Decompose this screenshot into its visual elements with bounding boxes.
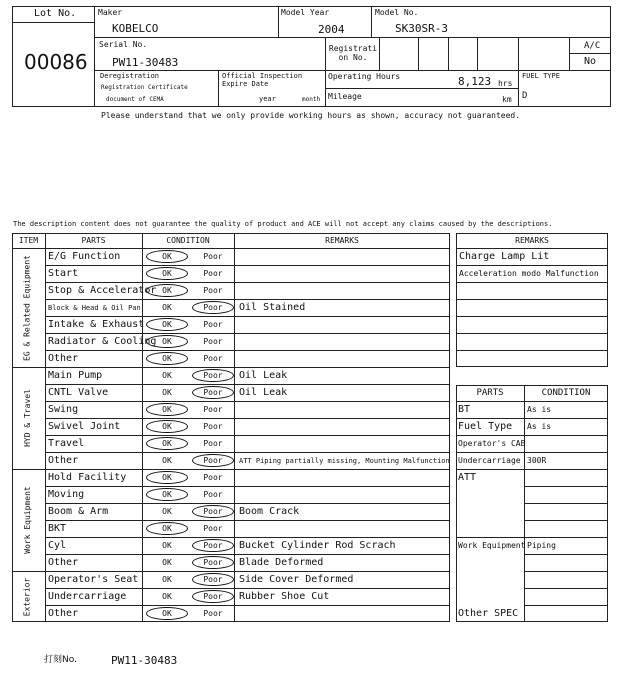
model-no-value: SK30SR-3 <box>395 22 448 35</box>
remarks-header: REMARKS <box>325 236 359 245</box>
poor-option[interactable]: Poor <box>203 507 223 516</box>
part-name: Moving <box>48 489 85 500</box>
poor-option[interactable]: Poor <box>203 575 223 584</box>
maker-value: KOBELCO <box>112 22 159 35</box>
group-label: EG & Related Equipment <box>22 254 32 361</box>
poor-selected-circle <box>192 539 234 552</box>
maker-label: Maker <box>98 8 123 17</box>
part-name: Stop & Accelerator <box>48 285 157 296</box>
remark-text: ATT Piping partially missing, Mounting Malfunction <box>239 457 450 465</box>
part-name: Undercarriage <box>48 591 127 602</box>
side-part-condition: As is <box>527 422 552 431</box>
model-no-label: Model No. <box>375 8 419 17</box>
engraving-label: 打刻No. <box>44 655 77 665</box>
ok-option[interactable]: OK <box>162 507 172 516</box>
description-note: The description content does not guarantee the quality of product and ACE will not accept any claims caused by the descriptions. <box>13 220 553 228</box>
poor-selected-circle <box>192 454 234 467</box>
ok-option[interactable]: OK <box>162 320 172 329</box>
remark-text: Boom Crack <box>239 506 300 517</box>
side-remark-text: Acceleration modo Malfunction <box>459 269 599 278</box>
part-name: Boom & Arm <box>48 506 109 517</box>
ok-selected-circle <box>146 420 188 433</box>
poor-selected-circle <box>192 556 234 569</box>
ok-option[interactable]: OK <box>162 473 172 482</box>
ok-option[interactable]: OK <box>162 541 172 550</box>
poor-option[interactable]: Poor <box>203 252 223 261</box>
year-label: year <box>259 95 276 103</box>
part-name: Cyl <box>48 540 67 551</box>
poor-option[interactable]: Poor <box>203 388 223 397</box>
ok-selected-circle <box>146 471 188 484</box>
group-label: Work Equipment <box>22 486 32 554</box>
part-name: CNTL Valve <box>48 387 109 398</box>
part-name: Hold Facility <box>48 472 127 483</box>
ok-option[interactable]: OK <box>162 269 172 278</box>
ok-selected-circle <box>146 352 188 365</box>
poor-option[interactable]: Poor <box>203 524 223 533</box>
part-name: Other <box>48 353 79 364</box>
item-header: ITEM <box>18 236 39 245</box>
ok-selected-circle <box>146 267 188 280</box>
part-name: Start <box>48 268 79 279</box>
dereg-cert: Registration Certificate <box>101 84 188 91</box>
ok-selected-circle <box>146 284 188 297</box>
serial-value: PW11-30483 <box>112 56 179 69</box>
mileage-label: Mileage <box>328 92 362 101</box>
side-part-condition: Piping <box>527 541 556 550</box>
part-name: Swivel Joint <box>48 421 121 432</box>
model-year-value: 2004 <box>318 23 345 36</box>
ok-option[interactable]: OK <box>162 456 172 465</box>
side-part-condition: 300R <box>527 456 547 465</box>
poor-option[interactable]: Poor <box>203 439 223 448</box>
ok-option[interactable]: OK <box>162 405 172 414</box>
part-name: Other <box>48 557 79 568</box>
side-part-name: Work Equipment <box>458 541 526 550</box>
ok-option[interactable]: OK <box>162 388 172 397</box>
fuel-label: FUEL TYPE <box>522 72 560 80</box>
ok-option[interactable]: OK <box>162 337 172 346</box>
poor-option[interactable]: Poor <box>203 558 223 567</box>
poor-option[interactable]: Poor <box>203 422 223 431</box>
part-name: Other <box>48 455 79 466</box>
poor-option[interactable]: Poor <box>203 592 223 601</box>
registration-label: Registrati on No. <box>328 44 378 63</box>
ok-option[interactable]: OK <box>162 371 172 380</box>
ok-option[interactable]: OK <box>162 354 172 363</box>
side-part-name: Fuel Type <box>458 421 513 432</box>
side-part-name: Other SPEC <box>458 608 519 619</box>
poor-option[interactable]: Poor <box>203 405 223 414</box>
poor-option[interactable]: Poor <box>203 320 223 329</box>
ok-option[interactable]: OK <box>162 252 172 261</box>
ok-option[interactable]: OK <box>162 609 172 618</box>
part-name: Operator's Seat <box>48 574 139 585</box>
poor-selected-circle <box>192 301 234 314</box>
side-part-name: ATT <box>458 472 477 483</box>
part-name: E/G Function <box>48 251 121 262</box>
ok-selected-circle <box>146 403 188 416</box>
part-name: Other <box>48 608 79 619</box>
poor-option[interactable]: Poor <box>203 541 223 550</box>
ac-value: No <box>584 56 597 67</box>
remark-text: Bucket Cylinder Rod Scrach <box>239 540 396 551</box>
ok-option[interactable]: OK <box>162 490 172 499</box>
poor-option[interactable]: Poor <box>203 490 223 499</box>
poor-selected-circle <box>192 573 234 586</box>
ok-option[interactable]: OK <box>162 558 172 567</box>
remark-text: Oil Stained <box>239 302 306 313</box>
poor-selected-circle <box>192 590 234 603</box>
ok-option[interactable]: OK <box>162 439 172 448</box>
poor-selected-circle <box>192 505 234 518</box>
group-label: Exterior <box>22 577 32 616</box>
poor-option[interactable]: Poor <box>203 269 223 278</box>
dereg-doc: document of CEMA <box>106 96 164 103</box>
poor-option[interactable]: Poor <box>203 337 223 346</box>
ok-selected-circle <box>146 522 188 535</box>
side-parts-header: PARTS <box>476 388 504 398</box>
remark-text: Blade Deformed <box>239 557 324 568</box>
part-name: Intake & Exhaust <box>48 319 145 330</box>
ok-selected-circle <box>146 335 188 348</box>
remark-text: Rubber Shoe Cut <box>239 591 330 602</box>
remark-text: Oil Leak <box>239 387 288 398</box>
parts-header: PARTS <box>81 236 106 245</box>
side-part-name: Operator's CAB <box>458 439 526 448</box>
poor-option[interactable]: Poor <box>203 473 223 482</box>
hours-label: Operating Hours <box>328 72 401 81</box>
remark-text: Oil Leak <box>239 370 288 381</box>
model-year-label: Model Year <box>281 8 330 17</box>
side-remark-text: Charge Lamp Lit <box>459 251 550 262</box>
part-name: Radiator & Cooling <box>48 336 157 347</box>
side-part-condition: As is <box>527 405 552 414</box>
lot-number: 00086 <box>24 50 88 74</box>
serial-label: Serial No. <box>99 40 148 49</box>
ok-option[interactable]: OK <box>162 286 172 295</box>
side-part-name: Undercarriage <box>458 456 521 465</box>
hours-value: 8,123 <box>458 75 492 88</box>
poor-option[interactable]: Poor <box>203 609 223 618</box>
side-part-name: BT <box>458 404 471 415</box>
ok-option[interactable]: OK <box>162 524 172 533</box>
part-name: Block & Head & Oil Pan <box>48 304 141 312</box>
group-label: HYD & Travel <box>22 389 32 447</box>
poor-option[interactable]: Poor <box>203 354 223 363</box>
ok-selected-circle <box>146 250 188 263</box>
hours-note: Please understand that we only provide working hours as shown, accuracy not guaranteed. <box>101 111 521 120</box>
side-remarks-header: REMARKS <box>515 236 549 245</box>
poor-selected-circle <box>192 369 234 382</box>
poor-option[interactable]: Poor <box>203 371 223 380</box>
ac-label: A/C <box>584 41 601 51</box>
month-label: month <box>302 96 321 103</box>
engraving-value: PW11-30483 <box>111 654 178 667</box>
poor-selected-circle <box>192 386 234 399</box>
poor-option[interactable]: Poor <box>203 286 223 295</box>
ok-selected-circle <box>146 318 188 331</box>
condition-header: CONDITION <box>166 236 210 245</box>
mileage-unit: km <box>502 95 512 104</box>
remark-text: Side Cover Deformed <box>239 574 354 585</box>
ok-selected-circle <box>146 437 188 450</box>
ok-selected-circle <box>146 607 188 620</box>
hours-unit: hrs <box>498 79 513 88</box>
ok-option[interactable]: OK <box>162 592 172 601</box>
part-name: Main Pump <box>48 370 103 381</box>
ok-option[interactable]: OK <box>162 575 172 584</box>
poor-option[interactable]: Poor <box>203 303 223 312</box>
ok-option[interactable]: OK <box>162 422 172 431</box>
dereg-label: Deregistration <box>100 72 160 80</box>
inspection-label: Official Inspection Expire Date <box>222 72 303 89</box>
ok-selected-circle <box>146 488 188 501</box>
poor-option[interactable]: Poor <box>203 456 223 465</box>
part-name: BKT <box>48 523 67 534</box>
side-condition-header: CONDITION <box>541 388 591 398</box>
fuel-value: D <box>522 91 528 101</box>
ok-option[interactable]: OK <box>162 303 172 312</box>
lot-label: Lot No. <box>34 8 77 19</box>
part-name: Swing <box>48 404 79 415</box>
part-name: Travel <box>48 438 85 449</box>
